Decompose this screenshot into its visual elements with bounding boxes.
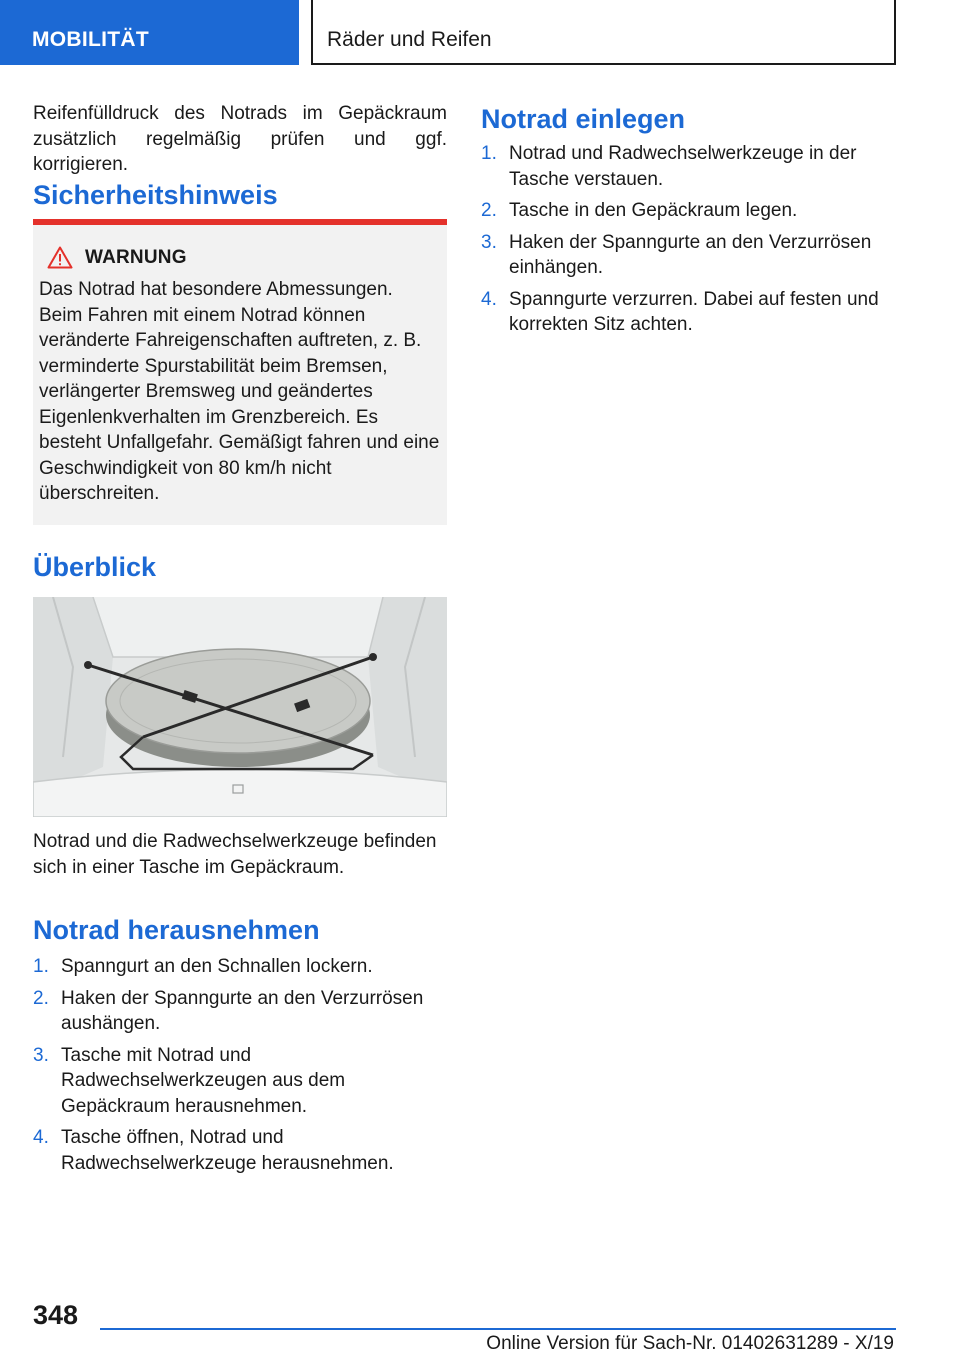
- remove-steps-list: [33, 954, 447, 1182]
- warning-box: [33, 225, 447, 525]
- insert-steps-list: [481, 141, 895, 344]
- warning-triangle-icon: [47, 246, 73, 269]
- step-number: 2.: [481, 200, 497, 221]
- page-number: 348: [33, 1300, 79, 1330]
- warning-text: Das Notrad hat besondere Abmessungen. Beim Fahren mit einem Notrad können veränderte Fahreigenschaften auftreten, z. B. verminderte Spurstabilität beim Bremsen, verlängerter Bremsweg und geändertes Eigenlenkverhalten im Grenzbereich. Es besteht Unfallgefahr. Gemäßigt fahren und eine Geschwindigkeit von 80 km/h nicht überschreiten.: [39, 279, 440, 504]
- step-text: Haken der Spanngurte an den Verzurrösen aushängen.: [61, 987, 424, 1034]
- header-topic-label: Räder und Reifen: [327, 28, 492, 51]
- step-number: 3.: [33, 1044, 49, 1066]
- step-text: Tasche mit Notrad und Radwechselwerkzeugen aus dem Gepäckraum herausnehmen.: [61, 1044, 346, 1117]
- step-number: 3.: [481, 231, 497, 253]
- spare-wheel-figure: [33, 597, 447, 817]
- list-item: [33, 1043, 447, 1120]
- overview-heading: Überblick: [33, 552, 157, 582]
- remove-heading: Notrad herausnehmen: [33, 915, 320, 945]
- warning-label: WARNUNG: [85, 246, 187, 268]
- step-text: Haken der Spanngurte an den Verzurrösen einhängen.: [509, 231, 872, 278]
- footer-online-version: Online Version für Sach-Nr. 01402631289 - X/19: [486, 1333, 894, 1354]
- header-topic-box: [311, 0, 896, 65]
- list-item: [481, 198, 895, 224]
- step-text: Notrad und Radwechselwerkzeuge in der Tasche verstauen.: [509, 143, 857, 190]
- figure-caption: Notrad und die Radwechselwerkzeuge befinden sich in einer Tasche im Gepäckraum.: [33, 831, 437, 878]
- step-number: 4.: [33, 1127, 49, 1148]
- list-item: [481, 230, 895, 281]
- list-item: [481, 141, 895, 192]
- step-text: Spanngurte verzurren. Dabei auf festen und korrekten Sitz achten.: [509, 288, 879, 335]
- list-item: [33, 986, 447, 1037]
- header-section-tab: [0, 0, 299, 65]
- header-section-label: MOBILITÄT: [32, 28, 150, 51]
- step-text: Tasche öffnen, Notrad und Radwechselwerkzeuge herausnehmen.: [61, 1127, 394, 1174]
- insert-heading: Notrad einlegen: [481, 104, 686, 134]
- list-item: [33, 1125, 447, 1176]
- step-text: Spanngurt an den Schnallen lockern.: [61, 956, 373, 977]
- list-item: [481, 287, 895, 338]
- step-number: 1.: [481, 143, 497, 164]
- step-number: 2.: [33, 987, 49, 1009]
- trunk-illustration: [33, 597, 447, 817]
- step-number: 4.: [481, 288, 497, 310]
- step-number: 1.: [33, 956, 49, 977]
- safety-heading: Sicherheitshinweis: [33, 180, 278, 210]
- intro-paragraph: Reifenfülldruck des Notrads im Gepäckraum zusätzlich regelmäßig prüfen und ggf. korrigieren.: [33, 103, 447, 175]
- footer-rule: [100, 1328, 896, 1330]
- list-item: [33, 954, 447, 980]
- warning-header: [47, 246, 441, 269]
- step-text: Tasche in den Gepäckraum legen.: [509, 200, 798, 221]
